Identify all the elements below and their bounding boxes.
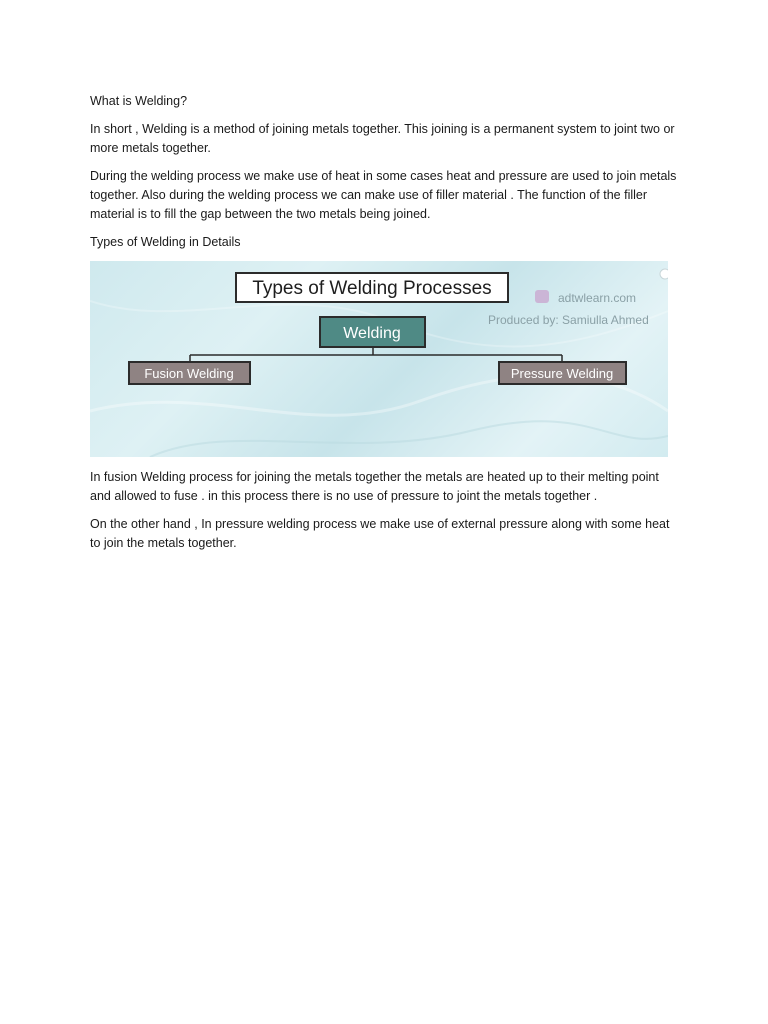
corner-dot-icon bbox=[660, 269, 668, 279]
paragraph-welding-process: During the welding process we make use of heat in some cases heat and pressure are used to join metals together. Also during the welding process we can make use of filler material . The function of the filler material is to fill the gap between the two metals being joined. bbox=[90, 169, 677, 221]
document-page bbox=[90, 92, 680, 562]
node-fusion-welding-label: Fusion Welding bbox=[144, 366, 234, 381]
watermark-credit: Produced by: Samiulla Ahmed bbox=[488, 313, 649, 327]
heading-types-of-welding: Types of Welding in Details bbox=[90, 235, 241, 249]
paragraph-fusion-welding: In fusion Welding process for joining the metals together the metals are heated up to their melting point and allowed to fuse . in this process there is no use of pressure to joint the metals together . bbox=[90, 470, 659, 503]
watermark-logo-icon bbox=[535, 290, 549, 303]
paragraph-pressure-welding: On the other hand , In pressure welding process we make use of external pressure along with some heat to join the metals together. bbox=[90, 517, 670, 550]
diagram-title: Types of Welding Processes bbox=[252, 278, 492, 299]
node-pressure-welding-label: Pressure Welding bbox=[510, 366, 614, 381]
diagram-canvas bbox=[90, 261, 668, 457]
heading-what-is-welding: What is Welding? bbox=[90, 94, 188, 108]
welding-types-diagram bbox=[90, 261, 668, 457]
node-welding-label: Welding bbox=[343, 325, 401, 342]
watermark-site: adtwlearn.com bbox=[558, 291, 637, 305]
paragraph-definition: In short , Welding is a method of joining metals together. This joining is a permanent system to joint two or more metals together. bbox=[90, 122, 675, 155]
